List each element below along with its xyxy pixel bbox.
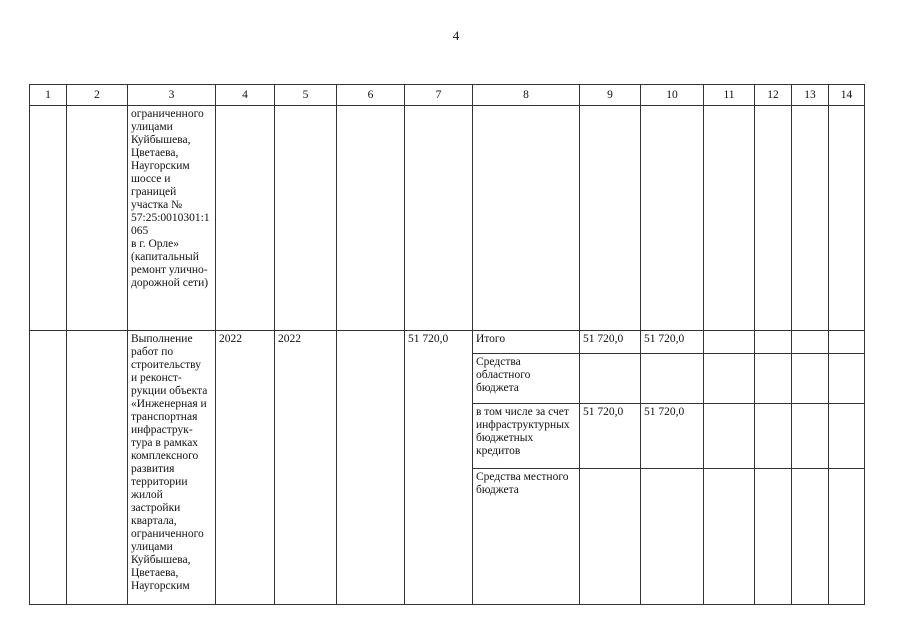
column-header-8: 8 (473, 85, 580, 106)
funding-total-col10: 51 720,0 (641, 331, 704, 354)
column-header-5: 5 (275, 85, 337, 106)
table-cell (216, 106, 275, 331)
table-cell (704, 331, 755, 354)
column-header-13: 13 (792, 85, 829, 106)
column-number-row (30, 85, 865, 106)
table-cell (792, 106, 829, 331)
funding-source-local: Средства местного бюджета (473, 469, 580, 605)
table-cell (792, 404, 829, 469)
table-cell (755, 106, 792, 331)
table-cell (30, 106, 67, 331)
table-cell (704, 404, 755, 469)
page-number: 4 (452, 28, 460, 43)
funding-source-regional: Средства областного бюджета (473, 354, 580, 404)
project-description: Выполнение работ по строительству и реконст- рукции объекта «Инженерная и транспортная инфраструк- тура в рамках комплексного развития территории жилой застройки квартала, ограниченного улицами Куйбышева, Цветаева, Наугорским (128, 331, 216, 605)
funding-local-col9 (580, 469, 641, 605)
table-cell (704, 354, 755, 404)
column-header-7: 7 (405, 85, 473, 106)
table-cell (792, 331, 829, 354)
column-header-3: 3 (128, 85, 216, 106)
column-header-14: 14 (829, 85, 865, 106)
table-cell (829, 354, 865, 404)
column-header-2: 2 (67, 85, 128, 106)
table-cell (30, 331, 67, 605)
funding-local-col10 (641, 469, 704, 605)
funding-total-col9: 51 720,0 (580, 331, 641, 354)
table-cell (641, 106, 704, 331)
end-year: 2022 (275, 331, 337, 605)
table-row-continuation (30, 106, 865, 331)
funding-regional-col10 (641, 354, 704, 404)
funding-regional-col9 (580, 354, 641, 404)
table-cell (755, 404, 792, 469)
start-year: 2022 (216, 331, 275, 605)
table-cell (829, 106, 865, 331)
table-cell (792, 469, 829, 605)
column-header-6: 6 (337, 85, 405, 106)
table-cell (337, 106, 405, 331)
table-cell (405, 106, 473, 331)
table-cell (755, 469, 792, 605)
table-cell (829, 331, 865, 354)
table-cell (67, 331, 128, 605)
column-header-12: 12 (755, 85, 792, 106)
table-cell (755, 331, 792, 354)
funding-source-infrastructure-credits: в том числе за счет инфраструктурных бюджетных кредитов (473, 404, 580, 469)
table-cell (829, 469, 865, 605)
table-cell (755, 354, 792, 404)
object-description-continued: ограниченного улицами Куйбышева, Цветаева, Наугорским шоссе и границей участка № 57:25:0010301:1 065 в г. Орле» (капитальный ремонт улично- дорожной сети) (128, 106, 216, 331)
table-cell (473, 106, 580, 331)
funding-infra-col9: 51 720,0 (580, 404, 641, 469)
column-header-10: 10 (641, 85, 704, 106)
table-cell (829, 404, 865, 469)
column-header-4: 4 (216, 85, 275, 106)
table-cell (792, 354, 829, 404)
total-cost: 51 720,0 (405, 331, 473, 605)
column-header-9: 9 (580, 85, 641, 106)
column-header-11: 11 (704, 85, 755, 106)
table-row-total (30, 331, 865, 354)
table-cell (275, 106, 337, 331)
table-cell (704, 469, 755, 605)
table-cell (704, 106, 755, 331)
table-cell (67, 106, 128, 331)
column-6-value (337, 331, 405, 605)
column-header-1: 1 (30, 85, 67, 106)
table-cell (580, 106, 641, 331)
funding-infra-col10: 51 720,0 (641, 404, 704, 469)
funding-source-total: Итого (473, 331, 580, 354)
program-table (29, 84, 865, 605)
